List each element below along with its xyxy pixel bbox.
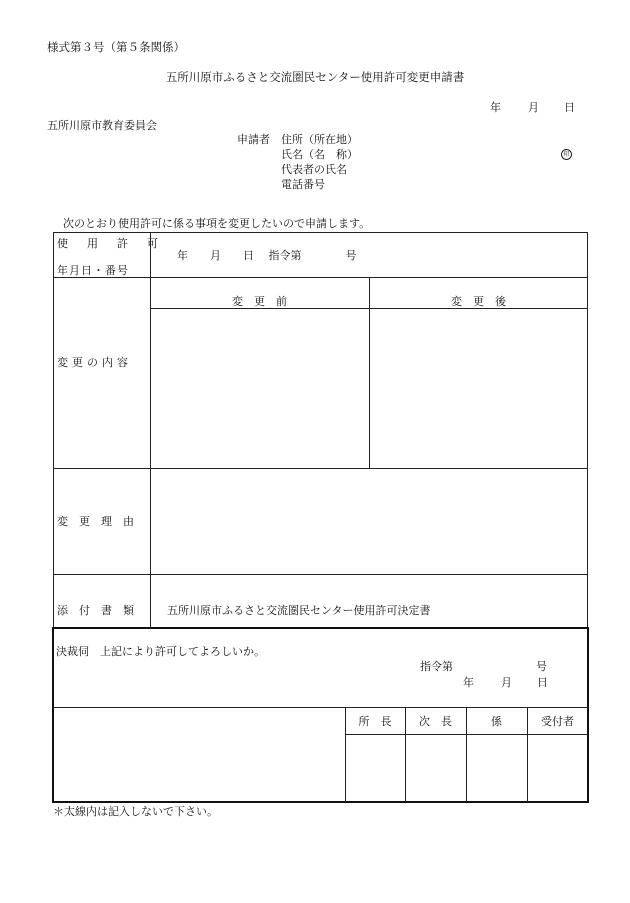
- reason-field[interactable]: [151, 469, 587, 574]
- stamp-column-staff: 係: [491, 715, 502, 728]
- attachment-label: 添 付 書 類: [57, 604, 134, 617]
- stamp-column-director: 所 長: [358, 715, 392, 728]
- applicant-label: 申請者: [237, 133, 270, 146]
- permit-label-line2: 年月日・番号: [57, 264, 129, 277]
- before-field[interactable]: [151, 309, 369, 468]
- approval-text: 決裁伺 上記により許可してよろしいか。: [56, 645, 265, 658]
- date-day-label: 日: [564, 101, 575, 114]
- footnote: ＊太線内は記入しないで下さい。: [53, 805, 218, 818]
- address-label: 住所（所在地）: [281, 133, 358, 146]
- form-number: 様式第３号（第５条関係）: [47, 40, 185, 54]
- application-table: [53, 232, 588, 627]
- stamp-column-receiver: 受付者: [541, 715, 574, 728]
- after-field[interactable]: [370, 309, 587, 468]
- approval-day-label: 日: [537, 676, 548, 689]
- date-year-label: 年: [490, 101, 501, 114]
- permit-label-line1: 使 用 許 可: [57, 237, 162, 250]
- approval-year-label: 年: [463, 676, 474, 689]
- addressee: 五所川原市教育委員会: [47, 119, 157, 132]
- phone-label: 電話番号: [281, 178, 325, 191]
- order-label: 指令第: [420, 660, 453, 673]
- intro-text: 次のとおり使用許可に係る事項を変更したいので申請します。: [63, 217, 371, 230]
- date-month-label: 月: [528, 101, 539, 114]
- attachment-value: 五所川原市ふるさと交流圏民センター使用許可決定書: [167, 604, 431, 617]
- name-label: 氏名（名 称）: [281, 148, 358, 161]
- stamp-column-deputy: 次 長: [419, 715, 452, 728]
- approval-month-label: 月: [501, 676, 512, 689]
- change-content-label: 変更の内容: [57, 356, 132, 369]
- seal-icon: 印: [561, 149, 572, 160]
- form-title: 五所川原市ふるさと交流圏民センター使用許可変更申請書: [165, 70, 465, 84]
- before-label: 変 更 前: [232, 295, 287, 308]
- order-number-suffix: 号: [536, 660, 547, 673]
- representative-label: 代表者の氏名: [281, 163, 347, 176]
- reason-label: 変 更 理 由: [57, 515, 134, 528]
- permit-value: 年 月 日 指令第 号: [177, 249, 357, 262]
- after-label: 変 更 後: [451, 295, 506, 308]
